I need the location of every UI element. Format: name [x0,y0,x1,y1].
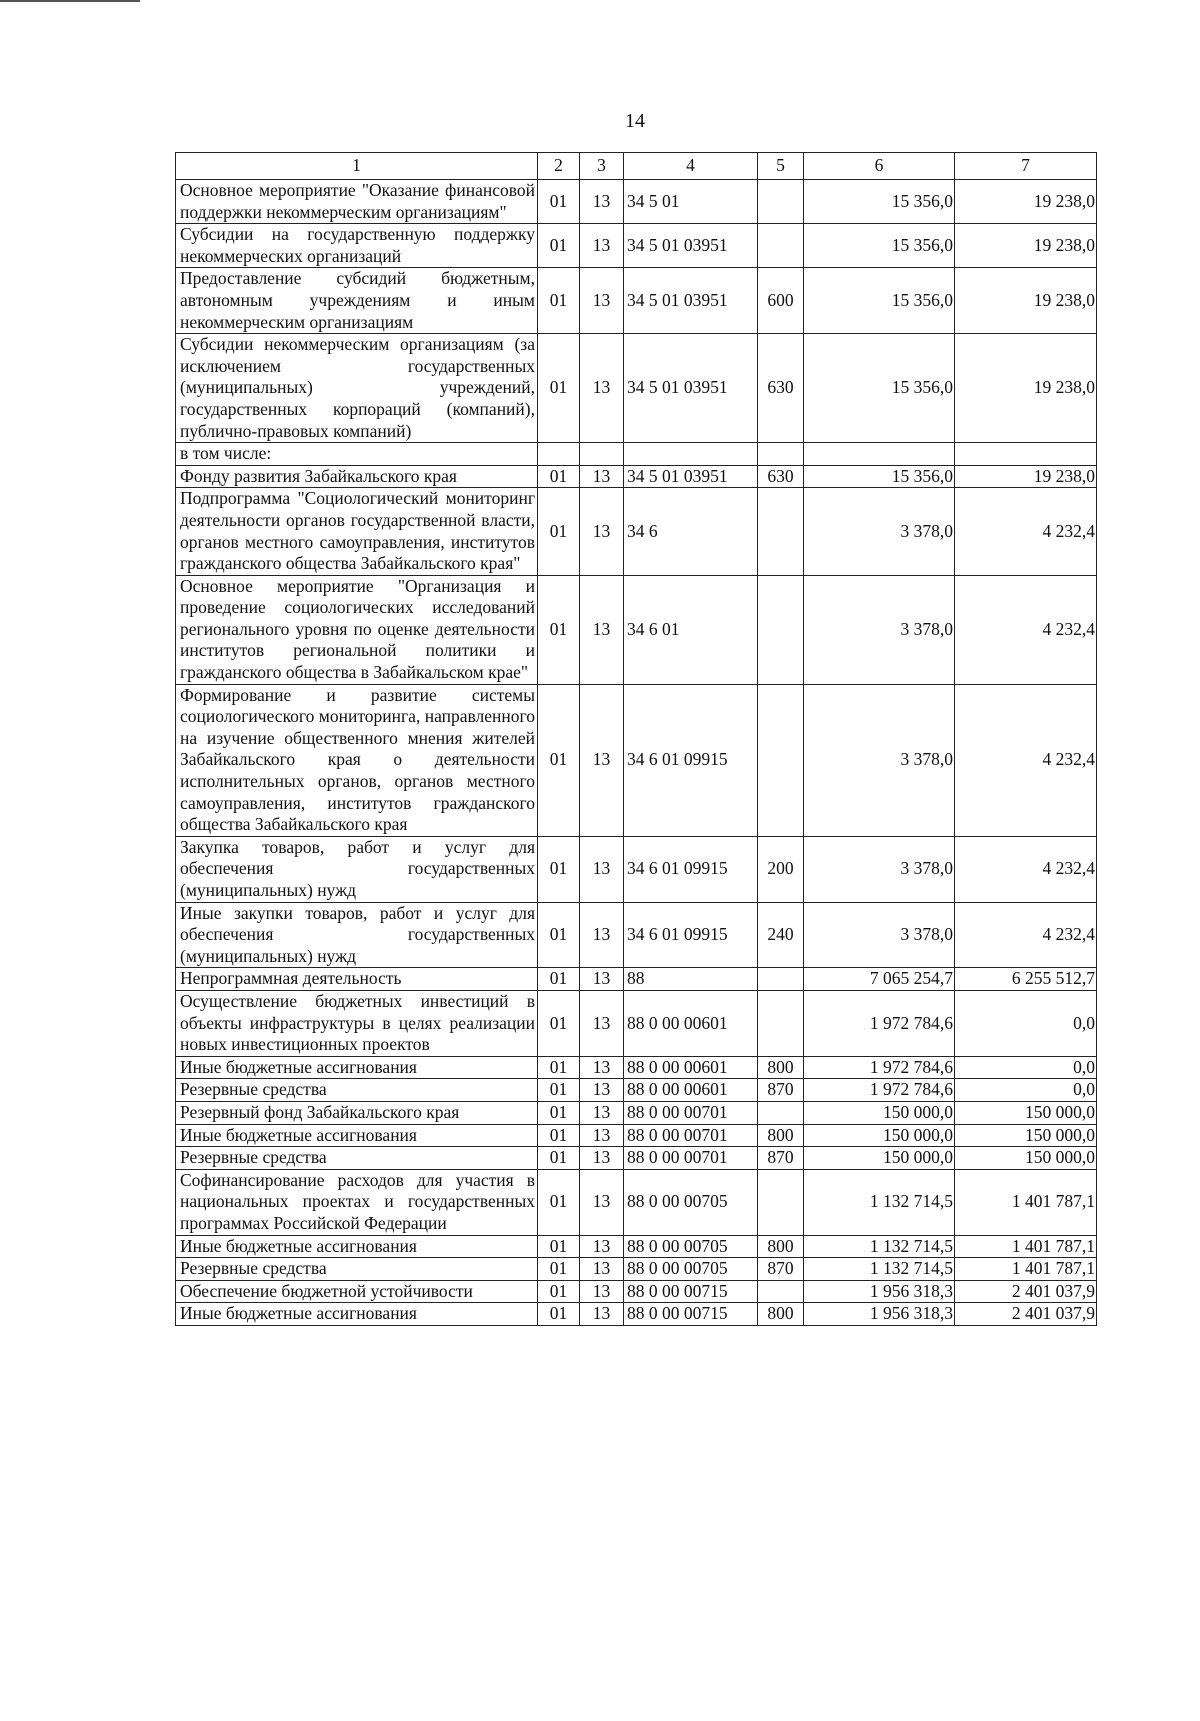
row-target-code: 34 5 01 03951 [624,224,758,268]
row-expense-type: 630 [758,334,804,443]
row-subsection: 13 [580,1147,624,1170]
page-number: 14 [625,110,645,132]
row-target-code [624,443,758,466]
table-row [176,575,1097,684]
row-name: Непрограммная деятельность [176,968,538,991]
row-name: Резервные средства [176,1258,538,1281]
header-row [176,153,1097,180]
row-section: 01 [538,1258,580,1281]
row-target-code: 34 6 01 [624,575,758,684]
row-expense-type: 800 [758,1303,804,1326]
table-row [176,684,1097,836]
row-subsection: 13 [580,684,624,836]
row-section: 01 [538,488,580,575]
row-expense-type [758,1280,804,1303]
row-amount-col6: 150 000,0 [804,1147,955,1170]
row-amount-col6: 1 972 784,6 [804,1056,955,1079]
row-amount-col6: 150 000,0 [804,1101,955,1124]
row-name: Обеспечение бюджетной устойчивости [176,1280,538,1303]
row-subsection: 13 [580,1169,624,1235]
row-amount-col7: 19 238,0 [955,180,1097,224]
row-section: 01 [538,836,580,902]
row-subsection: 13 [580,1079,624,1102]
row-name: Иные бюджетные ассигнования [176,1124,538,1147]
row-amount-col6: 1 972 784,6 [804,1079,955,1102]
row-subsection: 13 [580,1124,624,1147]
table-row [176,968,1097,991]
row-expense-type: 630 [758,465,804,488]
row-expense-type [758,180,804,224]
budget-table [175,152,1097,1326]
row-subsection: 13 [580,1235,624,1258]
row-subsection: 13 [580,224,624,268]
row-section: 01 [538,684,580,836]
row-amount-col6: 7 065 254,7 [804,968,955,991]
row-subsection: 13 [580,1056,624,1079]
row-subsection: 13 [580,180,624,224]
row-name: Основное мероприятие "Оказание финансовой поддержки некоммерческим организациям" [176,180,538,224]
row-amount-col7: 6 255 512,7 [955,968,1097,991]
table-body [176,180,1097,1326]
row-section: 01 [538,1169,580,1235]
row-section: 01 [538,1124,580,1147]
row-amount-col7: 0,0 [955,1056,1097,1079]
table-row [176,1169,1097,1235]
row-target-code: 34 6 01 09915 [624,684,758,836]
row-expense-type: 240 [758,902,804,968]
row-section: 01 [538,968,580,991]
row-section: 01 [538,334,580,443]
row-target-code: 88 0 00 00701 [624,1124,758,1147]
row-expense-type [758,684,804,836]
row-amount-col6: 3 378,0 [804,575,955,684]
row-amount-col7: 150 000,0 [955,1147,1097,1170]
row-target-code: 88 0 00 00701 [624,1147,758,1170]
row-expense-type [758,575,804,684]
row-section: 01 [538,990,580,1056]
table-row [176,1258,1097,1281]
table-row [176,465,1097,488]
row-amount-col7: 0,0 [955,990,1097,1056]
table-row [176,1235,1097,1258]
row-amount-col7: 0,0 [955,1079,1097,1102]
row-amount-col7: 19 238,0 [955,334,1097,443]
row-amount-col7: 2 401 037,9 [955,1303,1097,1326]
row-name: Формирование и развитие системы социологического мониторинга, направленного на изучение общественного мнения жителей Забайкальского края о деятельности исполнительных органов, органов местного самоуправления, институтов гражданского общества Забайкальского края [176,684,538,836]
row-subsection: 13 [580,1258,624,1281]
row-amount-col7: 150 000,0 [955,1124,1097,1147]
row-amount-col7: 1 401 787,1 [955,1169,1097,1235]
row-target-code: 34 5 01 03951 [624,334,758,443]
row-name: Субсидии некоммерческим организациям (за исключением государственных (муниципальных) учреждений, государственных корпораций (компаний), публично-правовых компаний) [176,334,538,443]
row-expense-type [758,1169,804,1235]
header-col-4: 4 [624,153,758,180]
row-amount-col6: 15 356,0 [804,180,955,224]
row-section: 01 [538,180,580,224]
table-row [176,1101,1097,1124]
table-row [176,1280,1097,1303]
row-amount-col7: 4 232,4 [955,488,1097,575]
row-target-code: 34 6 [624,488,758,575]
row-expense-type: 200 [758,836,804,902]
row-amount-col7 [955,443,1097,466]
row-expense-type: 870 [758,1147,804,1170]
row-amount-col7: 19 238,0 [955,465,1097,488]
row-target-code: 88 [624,968,758,991]
row-expense-type: 870 [758,1079,804,1102]
header-col-7: 7 [955,153,1097,180]
row-subsection: 13 [580,334,624,443]
row-amount-col6: 3 378,0 [804,488,955,575]
row-target-code: 88 0 00 00601 [624,1056,758,1079]
row-subsection: 13 [580,902,624,968]
row-subsection: 13 [580,268,624,334]
row-amount-col7: 19 238,0 [955,224,1097,268]
row-expense-type [758,488,804,575]
row-section: 01 [538,465,580,488]
row-expense-type: 800 [758,1056,804,1079]
row-section: 01 [538,1303,580,1326]
row-name: Иные закупки товаров, работ и услуг для обеспечения государственных (муниципальных) нужд [176,902,538,968]
row-amount-col6: 15 356,0 [804,334,955,443]
row-expense-type [758,224,804,268]
row-expense-type [758,968,804,991]
table-row [176,443,1097,466]
row-amount-col6: 1 132 714,5 [804,1235,955,1258]
row-amount-col7: 4 232,4 [955,575,1097,684]
row-target-code: 34 6 01 09915 [624,836,758,902]
header-col-1: 1 [176,153,538,180]
row-target-code: 88 0 00 00601 [624,1079,758,1102]
row-section: 01 [538,575,580,684]
row-name: Закупка товаров, работ и услуг для обеспечения государственных (муниципальных) нужд [176,836,538,902]
row-section: 01 [538,1056,580,1079]
row-name: Софинансирование расходов для участия в национальных проектах и государственных программах Российской Федерации [176,1169,538,1235]
row-section: 01 [538,1235,580,1258]
row-amount-col6: 1 956 318,3 [804,1303,955,1326]
row-name: Осуществление бюджетных инвестиций в объекты инфраструктуры в целях реализации новых инвестиционных проектов [176,990,538,1056]
table-row [176,224,1097,268]
row-name: Фонду развития Забайкальского края [176,465,538,488]
row-target-code: 88 0 00 00715 [624,1280,758,1303]
row-name: Иные бюджетные ассигнования [176,1056,538,1079]
row-expense-type [758,1101,804,1124]
row-name: Резервные средства [176,1147,538,1170]
row-target-code: 88 0 00 00715 [624,1303,758,1326]
table-row [176,334,1097,443]
table-row [176,180,1097,224]
row-expense-type: 870 [758,1258,804,1281]
row-amount-col7: 150 000,0 [955,1101,1097,1124]
row-subsection: 13 [580,990,624,1056]
row-amount-col6: 1 132 714,5 [804,1258,955,1281]
table-row [176,902,1097,968]
row-target-code: 88 0 00 00601 [624,990,758,1056]
table-row [176,1056,1097,1079]
row-section: 01 [538,268,580,334]
row-name: Резервный фонд Забайкальского края [176,1101,538,1124]
row-section: 01 [538,224,580,268]
row-expense-type [758,443,804,466]
row-amount-col7: 1 401 787,1 [955,1235,1097,1258]
table-row [176,1147,1097,1170]
row-amount-col6: 1 132 714,5 [804,1169,955,1235]
row-subsection: 13 [580,488,624,575]
row-name: Подпрограмма "Социологический мониторинг деятельности органов государственной власти, органов местного самоуправления, институтов гражданского общества Забайкальского края" [176,488,538,575]
table-header [176,153,1097,180]
row-expense-type: 800 [758,1124,804,1147]
row-amount-col6: 1 956 318,3 [804,1280,955,1303]
row-target-code: 34 5 01 03951 [624,268,758,334]
row-target-code: 34 5 01 [624,180,758,224]
row-name: в том числе: [176,443,538,466]
row-amount-col6 [804,443,955,466]
row-amount-col6: 3 378,0 [804,902,955,968]
row-section: 01 [538,902,580,968]
row-amount-col6: 3 378,0 [804,836,955,902]
table-row [176,1124,1097,1147]
row-amount-col7: 4 232,4 [955,902,1097,968]
row-subsection: 13 [580,575,624,684]
row-amount-col6: 15 356,0 [804,268,955,334]
table-row [176,836,1097,902]
header-col-6: 6 [804,153,955,180]
row-name: Предоставление субсидий бюджетным, автономным учреждениям и иным некоммерческим организациям [176,268,538,334]
header-col-3: 3 [580,153,624,180]
row-name: Иные бюджетные ассигнования [176,1235,538,1258]
row-subsection: 13 [580,1101,624,1124]
row-name: Субсидии на государственную поддержку некоммерческих организаций [176,224,538,268]
row-expense-type: 600 [758,268,804,334]
row-subsection: 13 [580,968,624,991]
row-amount-col6: 150 000,0 [804,1124,955,1147]
row-subsection: 13 [580,465,624,488]
row-subsection: 13 [580,1280,624,1303]
scan-edge-mark [0,0,140,2]
row-target-code: 34 5 01 03951 [624,465,758,488]
row-name: Резервные средства [176,1079,538,1102]
table-row [176,268,1097,334]
row-subsection: 13 [580,1303,624,1326]
row-subsection: 13 [580,836,624,902]
row-section: 01 [538,1280,580,1303]
table-row [176,1079,1097,1102]
row-subsection [580,443,624,466]
table-row [176,488,1097,575]
row-amount-col7: 2 401 037,9 [955,1280,1097,1303]
row-expense-type [758,990,804,1056]
row-amount-col7: 4 232,4 [955,684,1097,836]
row-amount-col6: 15 356,0 [804,224,955,268]
row-section: 01 [538,1147,580,1170]
row-amount-col6: 1 972 784,6 [804,990,955,1056]
row-name: Основное мероприятие "Организация и проведение социологических исследований регионального уровня по оценке деятельности институтов региональной политики и гражданского общества в Забайкальском крае" [176,575,538,684]
row-amount-col6: 15 356,0 [804,465,955,488]
table-row [176,1303,1097,1326]
row-amount-col7: 4 232,4 [955,836,1097,902]
row-amount-col6: 3 378,0 [804,684,955,836]
row-target-code: 88 0 00 00701 [624,1101,758,1124]
row-section [538,443,580,466]
row-expense-type: 800 [758,1235,804,1258]
row-target-code: 88 0 00 00705 [624,1235,758,1258]
row-name: Иные бюджетные ассигнования [176,1303,538,1326]
row-amount-col7: 1 401 787,1 [955,1258,1097,1281]
header-col-2: 2 [538,153,580,180]
row-target-code: 34 6 01 09915 [624,902,758,968]
row-target-code: 88 0 00 00705 [624,1169,758,1235]
row-amount-col7: 19 238,0 [955,268,1097,334]
row-section: 01 [538,1101,580,1124]
row-section: 01 [538,1079,580,1102]
table-row [176,990,1097,1056]
row-target-code: 88 0 00 00705 [624,1258,758,1281]
header-col-5: 5 [758,153,804,180]
